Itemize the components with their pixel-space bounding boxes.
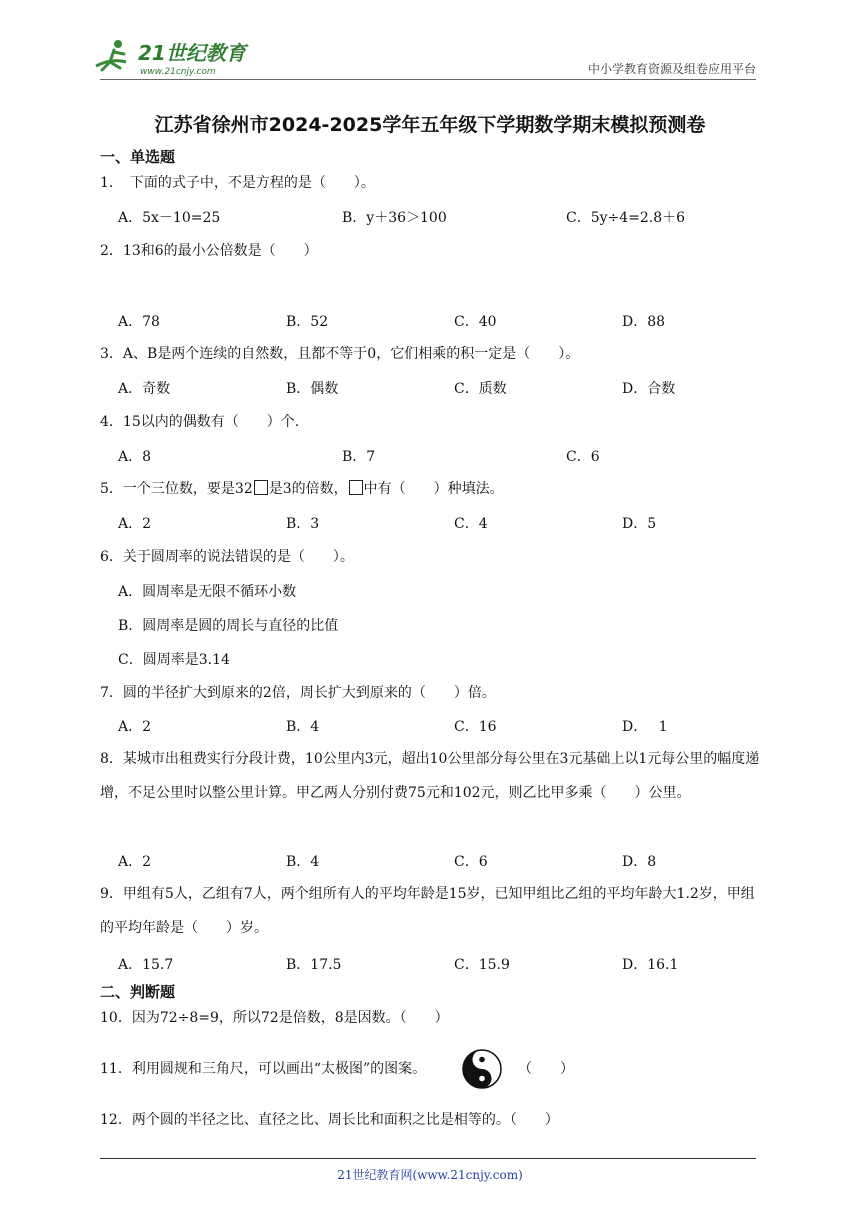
question-6: 6．关于圆周率的说法错误的是（ ）。 bbox=[100, 549, 354, 565]
question-10: 10．因为72÷8=9，所以72是倍数，8是因数。（ ） bbox=[100, 1010, 449, 1026]
q8-option-a: A．2 bbox=[118, 854, 152, 870]
q5-option-c: C．4 bbox=[454, 516, 488, 532]
taiji-icon bbox=[462, 1049, 502, 1089]
platform-label: 中小学教育资源及组卷应用平台 bbox=[587, 62, 756, 76]
question-4: 4．15以内的偶数有（ ）个. bbox=[100, 414, 300, 430]
q7-option-d: D． 1 bbox=[622, 719, 668, 735]
q9-option-a: A．15.7 bbox=[118, 957, 174, 973]
q1-option-b: B．y＋36＞100 bbox=[342, 210, 447, 226]
q2-option-b: B．52 bbox=[286, 314, 329, 330]
q2-option-c: C．40 bbox=[454, 314, 497, 330]
q5-option-a: A．2 bbox=[118, 516, 152, 532]
q4-option-b: B．7 bbox=[342, 449, 376, 465]
q8-option-c: C．6 bbox=[454, 854, 488, 870]
svg-text:21世纪教育: 21世纪教育 bbox=[138, 41, 246, 65]
question-9: 9．甲组有5人，乙组有7人，两个组所有人的平均年龄是15岁，已知甲组比乙组的平均年龄大1.2岁，甲组的平均年龄是（ ）岁。 bbox=[100, 886, 755, 936]
footer-divider bbox=[100, 1158, 756, 1159]
question-5: 5．一个三位数，要是32 是3的倍数， 中有（ ）种填法。 bbox=[100, 481, 504, 497]
question-7: 7．圆的半径扩大到原来的2倍，周长扩大到原来的（ ）倍。 bbox=[100, 685, 496, 701]
q9-option-b: B．17.5 bbox=[286, 957, 342, 973]
q7-option-b: B．4 bbox=[286, 719, 320, 735]
question-12: 12．两个圆的半径之比、直径之比、周长比和面积之比是相等的。（ ） bbox=[100, 1112, 559, 1128]
svg-text:www.21cnjy.com: www.21cnjy.com bbox=[140, 67, 216, 77]
page-title: 江苏省徐州市2024-2025学年五年级下学期数学期末模拟预测卷 bbox=[154, 114, 706, 136]
q3-option-d: D．合数 bbox=[622, 381, 676, 397]
blank-box bbox=[254, 480, 268, 495]
q6-option-b: B．圆周率是圆的周长与直径的比值 bbox=[118, 618, 339, 634]
q5-option-d: D．5 bbox=[622, 516, 657, 532]
q8-option-b: B．4 bbox=[286, 854, 320, 870]
question-1: 1． 下面的式子中，不是方程的是（ ）。 bbox=[100, 175, 375, 191]
q3-option-a: A．奇数 bbox=[118, 381, 171, 397]
q9-option-c: C．15.9 bbox=[454, 957, 510, 973]
q7-option-a: A．2 bbox=[118, 719, 152, 735]
section-heading-single-choice: 一、单选题 bbox=[100, 148, 176, 166]
question-2: 2．13和6的最小公倍数是（ ） bbox=[100, 243, 318, 259]
question-3: 3．A、B是两个连续的自然数，且都不等于0，它们相乘的积一定是（ ）。 bbox=[100, 346, 580, 362]
blank-box bbox=[349, 480, 363, 495]
q3-option-c: C．质数 bbox=[454, 381, 507, 397]
q3-option-b: B．偶数 bbox=[286, 381, 339, 397]
q5-option-b: B．3 bbox=[286, 516, 320, 532]
section-heading-true-false: 二、判断题 bbox=[100, 983, 176, 1001]
header-divider bbox=[100, 79, 756, 80]
q6-option-c: C．圆周率是3.14 bbox=[118, 652, 230, 668]
q1-option-c: C．5y÷4=2.8＋6 bbox=[566, 210, 686, 226]
q1-option-a: A．5x－10=25 bbox=[118, 210, 221, 226]
q2-option-a: A．78 bbox=[118, 314, 160, 330]
q4-option-a: A．8 bbox=[118, 449, 152, 465]
q6-option-a: A．圆周率是无限不循环小数 bbox=[118, 584, 297, 600]
q2-option-d: D．88 bbox=[622, 314, 666, 330]
question-8: 8．某城市出租费实行分段计费，10公里内3元，超出10公里部分每公里在3元基础上以1元每公里的幅度递增，不足公里时以整公里计算。甲乙两人分别付费75元和102元，则乙比甲多乘（ ）公里。 bbox=[100, 751, 760, 801]
q8-option-d: D．8 bbox=[622, 854, 657, 870]
q11-answer-blank: （ ） bbox=[518, 1061, 574, 1077]
site-logo bbox=[92, 36, 262, 80]
q7-option-c: C．16 bbox=[454, 719, 497, 735]
q4-option-c: C．6 bbox=[566, 449, 600, 465]
q9-option-d: D．16.1 bbox=[622, 957, 679, 973]
question-11: 11．利用圆规和三角尺，可以画出“太极图”的图案。 bbox=[100, 1061, 427, 1077]
footer-text: 21世纪教育网(www.21cnjy.com) bbox=[337, 1168, 523, 1182]
